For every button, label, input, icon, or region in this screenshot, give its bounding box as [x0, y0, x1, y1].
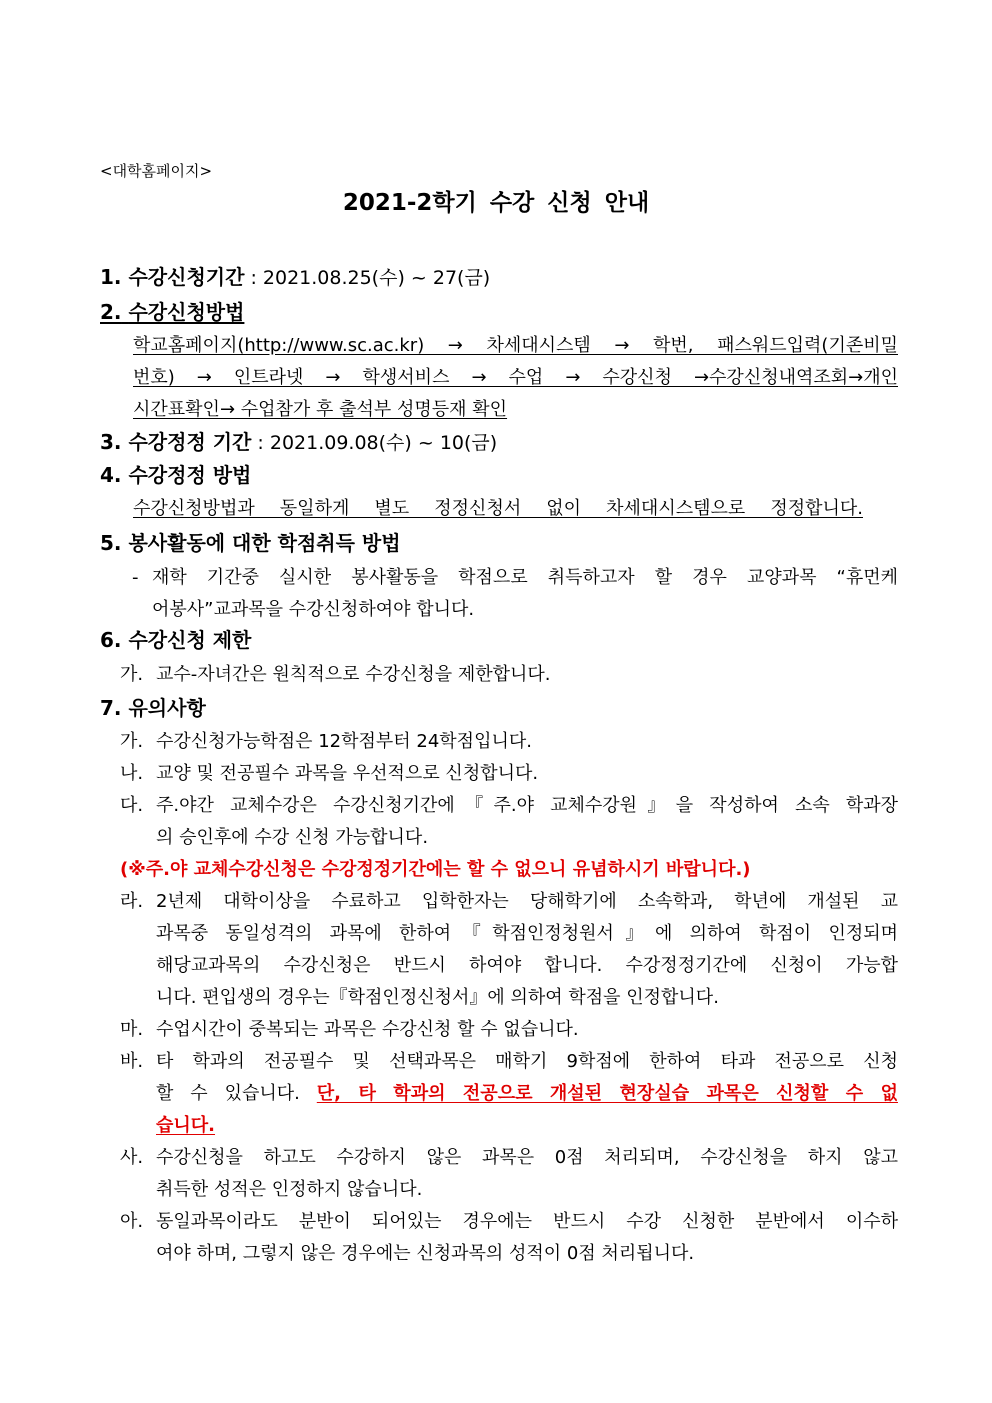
section-3 [100, 427, 497, 458]
warning-text [120, 854, 898, 886]
section-3-value: : 2021.09.08(수) ~ 10(금) [251, 432, 498, 454]
section-2-heading [100, 297, 244, 327]
section-5-line: 어봉사”교과목을 수강신청하여야 합니다. [152, 599, 475, 620]
section-5-label: 봉사활동에 대한 학점취득 방법 [128, 531, 401, 555]
item-line-red: 단, 타 학과의 전공으로 개설된 현장실습 과목은 신청할 수 없 [316, 1083, 898, 1104]
item-label: 마. [120, 1019, 144, 1040]
item-text: 수강신청가능학점은 12학점부터 24학점입니다. [156, 731, 532, 752]
notice-item-na [120, 758, 898, 790]
section-1-value: : 2021.08.25(수) ~ 27(금) [244, 267, 491, 289]
item-line: 여야 하며, 그렇지 않은 경우에는 신청과목의 성적이 0점 처리됩니다. [156, 1243, 695, 1264]
section-5-item [132, 562, 898, 626]
item-line-normal: 할 수 있습니다. [156, 1083, 317, 1104]
warning-line: (※주.야 교체수강신청은 수강정정기간에는 할 수 없으니 유념하시기 바랍니다.) [120, 859, 751, 880]
item-label: 나. [120, 763, 144, 784]
item-label: 가. [120, 664, 144, 685]
section-2-body [133, 330, 898, 426]
section-1 [100, 262, 490, 293]
section-2-line: 번호) → 인트라넷 → 학생서비스 → 수업 → 수강신청 →수강신청내역조회→개인 [133, 367, 898, 388]
section-2-label: 수강신청방법 [128, 300, 245, 324]
item-text: 교양 및 전공필수 과목을 우선적으로 신청합니다. [156, 763, 539, 784]
page-title: 2021-2학기 수강 신청 안내 [342, 190, 650, 216]
notice-item-ma [120, 1014, 898, 1046]
item-line: 의 승인후에 수강 신청 가능합니다. [156, 827, 429, 848]
section-7-number: 7. [100, 696, 122, 720]
item-text: 교수-자녀간은 원칙적으로 수강신청을 제한합니다. [156, 664, 551, 685]
section-1-label: 수강신청기간 [128, 265, 245, 289]
section-2-line: 학교홈페이지(http://www.sc.ac.kr) → 차세대시스템 → 학번, 패스워드입력(기존비밀 [133, 335, 898, 356]
section-6-item [120, 659, 898, 691]
item-label: 아. [120, 1211, 144, 1232]
item-label: 사. [120, 1147, 144, 1168]
section-4-heading [100, 460, 251, 490]
item-line: 타 학과의 전공필수 및 선택과목은 매학기 9학점에 한하여 타과 전공으로 신청 [156, 1051, 898, 1072]
item-line: 동일과목이라도 분반이 되어있는 경우에는 반드시 수강 신청한 분반에서 이수하 [156, 1211, 898, 1232]
notice-item-ra [120, 886, 898, 1014]
section-3-label: 수강정정 기간 [128, 430, 252, 454]
section-5-number: 5. [100, 531, 122, 555]
item-line: 수강신청을 하고도 수강하지 않은 과목은 0점 처리되며, 수강신청을 하지 않고 [156, 1147, 898, 1168]
section-4-number: 4. [100, 463, 122, 487]
section-4-label: 수강정정 방법 [128, 463, 252, 487]
section-7-label: 유의사항 [128, 696, 206, 720]
item-label: 가. [120, 731, 144, 752]
item-line: 과목중 동일성격의 과목에 한하여『학점인정청원서』에 의하여 학점이 인정되며 [156, 923, 898, 944]
item-line-mixed [156, 1078, 898, 1110]
item-line: 주.야간 교체수강은 수강신청기간에『주.야 교체수강원』을 작성하여 소속 학과장 [156, 795, 898, 816]
section-5-heading [100, 528, 401, 558]
dash-marker: - [132, 567, 139, 588]
notice-item-ga [120, 726, 898, 758]
item-line: 니다. 편입생의 경우는『학점인정신청서』에 의하여 학점을 인정합니다. [156, 987, 719, 1008]
section-7-heading [100, 693, 206, 723]
section-6-heading [100, 625, 251, 655]
section-1-number: 1. [100, 265, 122, 289]
section-4-body [133, 493, 863, 525]
notice-item-sa [120, 1142, 898, 1206]
notice-item-da [120, 790, 898, 854]
item-label: 바. [120, 1051, 144, 1072]
section-4-text: 수강신청방법과 동일하게 별도 정정신청서 없이 차세대시스템으로 정정합니다. [133, 498, 863, 519]
section-5-line: 재학 기간중 실시한 봉사활동을 학점으로 취득하고자 할 경우 교양과목 “휴먼케 [152, 567, 898, 588]
notice-item-a [120, 1206, 898, 1270]
section-2-line: 시간표확인→ 수업참가 후 출석부 성명등재 확인 [133, 399, 508, 420]
notice-item-ba [120, 1046, 898, 1142]
item-label: 다. [120, 795, 144, 816]
header-tag: <대학홈페이지> [100, 162, 213, 180]
item-text: 수업시간이 중복되는 과목은 수강신청 할 수 없습니다. [156, 1019, 579, 1040]
item-line: 2년제 대학이상을 수료하고 입학한자는 당해학기에 소속학과, 학년에 개설된 교 [156, 891, 898, 912]
item-line: 취득한 성적은 인정하지 않습니다. [156, 1179, 423, 1200]
item-line: 해당교과목의 수강신청은 반드시 하여야 합니다. 수강정정기간에 신청이 가능합 [156, 955, 898, 976]
section-6-label: 수강신청 제한 [128, 628, 252, 652]
section-3-number: 3. [100, 430, 122, 454]
item-label: 라. [120, 891, 144, 912]
section-6-number: 6. [100, 628, 122, 652]
section-2-number: 2. [100, 300, 122, 324]
item-line-red: 습니다. [156, 1115, 216, 1136]
